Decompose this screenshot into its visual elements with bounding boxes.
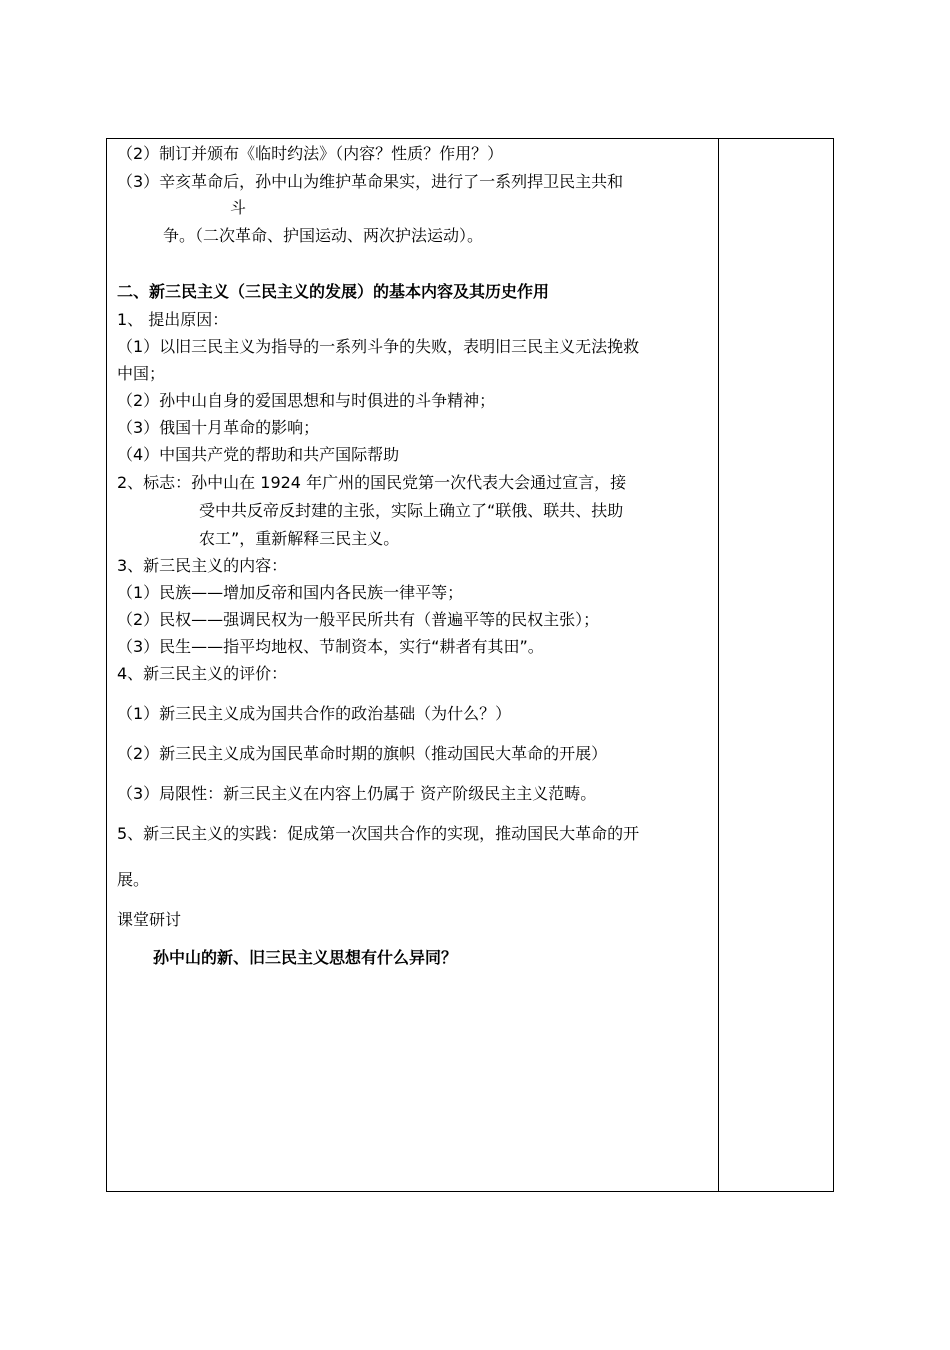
text-line: 4、新三民主义的评价： bbox=[117, 664, 288, 683]
lesson-table bbox=[106, 138, 834, 1192]
content-cell bbox=[107, 139, 718, 1191]
text-line: 1、 提出原因： bbox=[117, 310, 229, 329]
text-line: 课堂研讨 bbox=[117, 910, 182, 929]
text-line: （3）局限性：新三民主义在内容上仍属于 资产阶级民主主义范畴。 bbox=[117, 784, 597, 803]
text-line: 受中共反帝反封建的主张，实际上确立了“联俄、联共、扶助 bbox=[199, 501, 624, 520]
text-line: （1）新三民主义成为国共合作的政治基础（为什么？） bbox=[117, 704, 512, 723]
text-line: （3）俄国十月革命的影响； bbox=[117, 418, 320, 437]
text-line: 中国； bbox=[117, 364, 166, 383]
text-line: 5、新三民主义的实践：促成第一次国共合作的实现，推动国民大革命的开 bbox=[117, 824, 640, 843]
text-line: （2）孙中山自身的爱国思想和与时俱进的斗争精神； bbox=[117, 391, 496, 410]
text-line: （1）以旧三民主义为指导的一系列斗争的失败，表明旧三民主义无法挽救 bbox=[117, 337, 640, 356]
text-line: 3、新三民主义的内容： bbox=[117, 556, 288, 575]
text-line: （2）民权——强调民权为一般平民所共有（普遍平等的民权主张）； bbox=[117, 610, 600, 629]
text-line: 2、标志：孙中山在 1924 年广州的国民党第一次代表大会通过宣言，接 bbox=[117, 473, 627, 492]
text-line: 争。（二次革命、护国运动、两次护法运动）。 bbox=[163, 226, 484, 245]
notes-cell bbox=[719, 139, 833, 1191]
text-line: （1）民族——增加反帝和国内各民族一律平等； bbox=[117, 583, 464, 602]
section-heading: 二、新三民主义（三民主义的发展）的基本内容及其历史作用 bbox=[117, 282, 550, 301]
text-line: （2）制订并颁布《临时约法》（内容？性质？作用？） bbox=[117, 144, 504, 163]
text-line: （3）辛亥革命后，孙中山为维护革命果实，进行了一系列捍卫民主共和 bbox=[117, 172, 624, 191]
text-line: （3）民生——指平均地权、节制资本，实行“耕者有其田”。 bbox=[117, 637, 544, 656]
discussion-question: 孙中山的新、旧三民主义思想有什么异同？ bbox=[153, 948, 458, 967]
text-line: 展。 bbox=[117, 870, 150, 889]
text-line: 农工”，重新解释三民主义。 bbox=[199, 529, 400, 548]
text-line: 斗 bbox=[230, 198, 247, 217]
text-line: （4）中国共产党的帮助和共产国际帮助 bbox=[117, 445, 400, 464]
text-line: （2）新三民主义成为国民革命时期的旗帜（推动国民大革命的开展） bbox=[117, 744, 608, 763]
